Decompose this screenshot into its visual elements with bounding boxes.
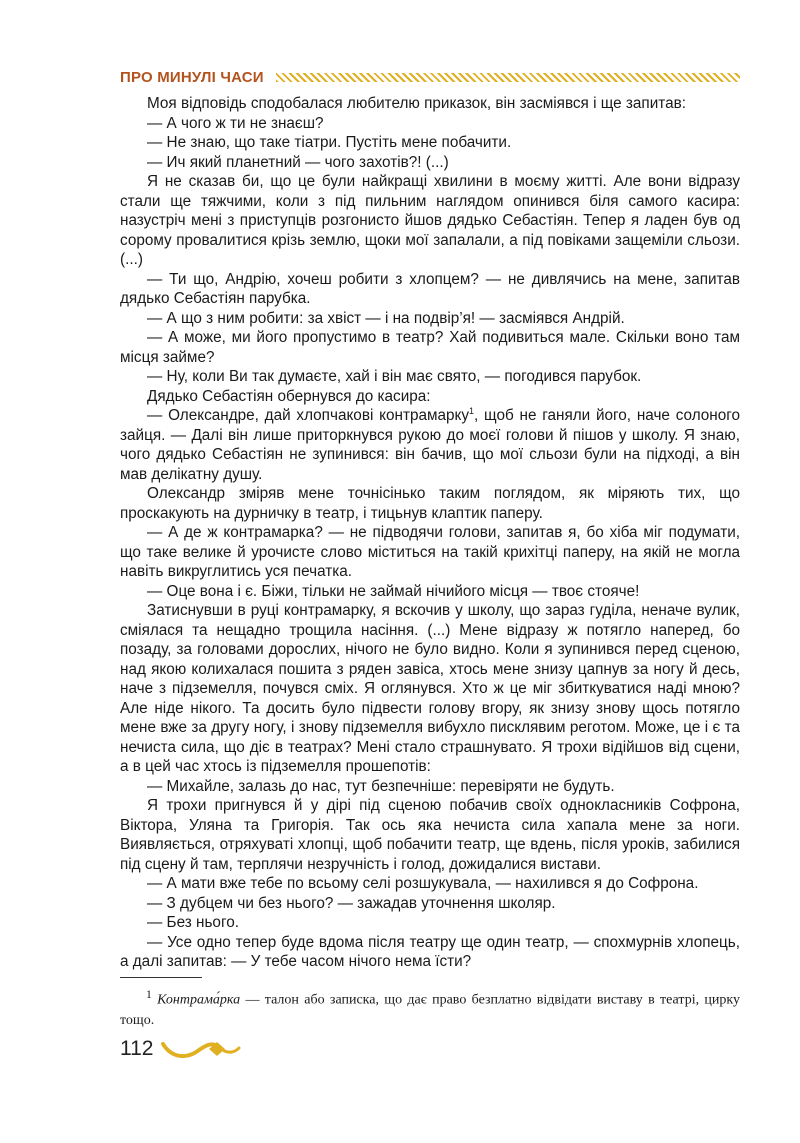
paragraph: Я не сказав би, що це були найкращі хвилини в моєму житті. Але вони відразу стали ще тяжчими, коли з під пильним наглядом опинився біля самого касира: назустріч мені з приступців розгонисто йшов дядько Себастіян. Тепер я ладен був од сорому провалитися крізь землю, щоки мої запалали, а під повіками защеміли сльози. (...) <box>120 173 740 268</box>
paragraph: — А що з ним робити: за хвіст — і на подвір’я! — засміявся Андрій. <box>147 309 625 327</box>
footnote-marker: 1 <box>469 405 475 416</box>
footnote-divider <box>120 977 202 978</box>
paragraph: — Не знаю, що таке тіатри. Пустіть мене побачити. <box>147 134 512 151</box>
footnote-number: 1 <box>146 988 152 1001</box>
paragraph: — А чого ж ти не знаєш? <box>147 114 324 132</box>
paragraph: — Без нього. <box>147 914 239 931</box>
paragraph: Моя відповідь сподобалася любителю приказок, він засміявся і ще запитав: <box>147 95 686 112</box>
footnote-text <box>120 985 740 1031</box>
paragraph: — Ти що, Андрію, хочеш робити з хлопцем? — не дивлячись на мене, запитав дядько Себастіян парубка. <box>120 270 740 307</box>
paragraph: — Михайле, залазь до нас, тут безпечніше: перевіряти не будуть. <box>147 777 615 795</box>
main-text <box>120 94 740 972</box>
footnote <box>120 985 740 1031</box>
paragraph: — Ич який планетний — чого захотів?! (...) <box>147 153 449 171</box>
running-header <box>120 66 740 88</box>
paragraph-with-footnote <box>120 406 740 484</box>
running-header-title: ПРО МИНУЛІ ЧАСИ <box>120 68 264 86</box>
paragraph: Я трохи пригнувся й у дірі під сценою побачив своїх однокласників Софрона, Віктора, Уляна та Григорія. Так ось яка нечиста сила хапала мене за ноги. Виявляється, отряхуваті хлопці, щоб побачити театр, ще вдень, після уроків, забилися під сцену й там, терплячи незручність і голод, дожидалися вистави. <box>120 797 740 873</box>
paragraph: Затиснувши в руці контрамарку, я вскочив у школу, що зараз гуділа, неначе вулик, сміялася та нещадно трощила насіння. (...) Мене відразу ж потягло наперед, бо позаду, за головами дорослих, нічого не було видно. Коли я зупинився перед сценою, над якою колихалася пошита з ряден завіса, хтось мене знизу цапнув за ногу й десь, наче з підземелля, почувся сміх. Я оглянувся. Хто ж це міг збиткуватися наді мною? Але ніде нікого. Та досить було підвести голову вгору, як знизу знову щось потягло мене вже за другу ногу, і знову підземелля вибухло писклявим реготом. Може, це і є та нечиста сила, що діє в театрах? Мені стало страшнувато. Я трохи відійшов від сцени, а в цей час хтось із підземелля прошепотів: <box>120 602 740 775</box>
page-footer <box>120 1037 241 1061</box>
paragraph: — Оце вона і є. Біжи, тільки не займай нічийого місця — твоє стояче! <box>147 582 640 600</box>
paragraph: Олександр зміряв мене точнісінько таким поглядом, як міряють тих, що проскакують на дурничку в театр, і тицьнув клаптик паперу. <box>120 485 740 522</box>
footnote-definition: — талон або записка, що дає право безплатно відвідати виставу в театрі, цирку тощо. <box>120 992 740 1028</box>
footnote-term: Контрама́рка <box>157 992 241 1008</box>
paragraph: — А може, ми його пропустимо в театр? Хай подивиться мале. Скільки воно там місця займе? <box>120 329 740 366</box>
paragraph-text: — Олександре, дай хлопчакові контрамарку <box>147 407 470 424</box>
header-stripe-decoration <box>276 73 740 82</box>
page-number: 112 <box>120 1037 154 1060</box>
paragraph: — Ну, коли Ви так думаєте, хай і він має свято, — погодився парубок. <box>147 368 642 385</box>
paragraph: — А мати вже тебе по всьому селі розшукувала, — нахилився я до Софрона. <box>147 875 699 892</box>
decorative-wave-ornament-icon <box>161 1038 241 1060</box>
paragraph: — А де ж контрамарка? — не підводячи голови, запитав я, бо хіба міг подумати, що таке велике й урочисте слово міститься на такій крихітці паперу, на якій не могла навіть викруглитись уся печатка. <box>120 524 740 580</box>
paragraph: Дядько Себастіян обернувся до касира: <box>147 387 431 405</box>
paragraph: — З дубцем чи без нього? — зажадав уточнення школяр. <box>147 894 556 912</box>
paragraph: — Усе одно тепер буде вдома після театру ще один театр, — спохмурнів хлопець, а далі запитав: — У тебе часом нічого нема їсти? <box>120 933 740 970</box>
paragraph-text: , щоб не ганяли його, наче солоного зайця. — Далі він лише приторкнувся рукою до моєї голови й пішов у школу. Я знаю, чого дядько Себастіян не зупинився: він бачив, що мої сльози були на підході, а він мав делікатну душу. <box>120 407 740 483</box>
